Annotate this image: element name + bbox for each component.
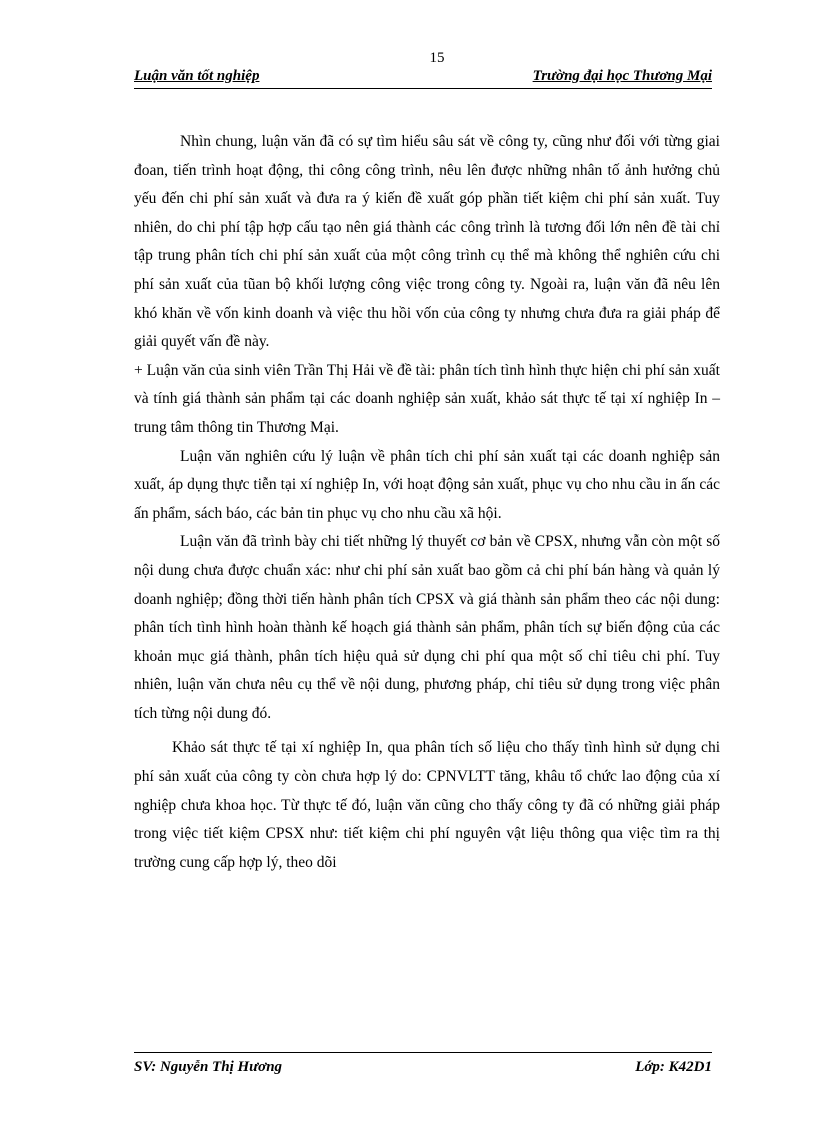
page-number: 15: [429, 50, 445, 66]
page-header: [134, 66, 712, 89]
paragraph: Luận văn nghiên cứu lý luận về phân tích chi phí sản xuất tại các doanh nghiệp sản xuất, áp dụng thực tiễn tại xí nghiệp In, với hoạt động sản xuất, phục vụ cho nhu cầu in ấn các ấn phẩm, sách báo, các bản tin phục vụ cho nhu cầu xã hội.: [134, 447, 720, 522]
paragraph: + Luận văn của sinh viên Trần Thị Hải về đề tài: phân tích tình hình thực hiện chi phí sản xuất và tính giá thành sản phẩm tại các doanh nghiệp sản xuất, khảo sát thực tế tại xí nghiệp In – trung tâm thông tin Thương Mại.: [134, 361, 720, 436]
paragraph: Luận văn đã trình bày chi tiết những lý thuyết cơ bản về CPSX, nhưng vẫn còn một số nội dung chưa được chuẩn xác: như chi phí sản xuất bao gồm cả chi phí bán hàng và quản lý doanh nghiệp; đồng thời tiến hành phân tích CPSX và giá thành sản phẩm theo các nội dung: phân tích tình hình hoàn thành kế hoạch giá thành sản phẩm, phân tích sự biến động của các khoản mục giá thành, phân tích hiệu quả sử dụng chi phí qua một số chỉ tiêu chi phí. Tuy nhiên, luận văn chưa nêu cụ thể về nội dung, phương pháp, chỉ tiêu sử dụng trong việc phân tích từng nội dung đó.: [134, 533, 720, 722]
paragraph: Khảo sát thực tế tại xí nghiệp In, qua phân tích số liệu cho thấy tình hình sử dụng chi phí sản xuất của công ty còn chưa hợp lý do: CPNVLTT tăng, khâu tổ chức lao động của xí nghiệp chưa khoa học. Từ thực tế đó, luận văn cũng cho thấy công ty đã có những giải pháp trong việc tiết kiệm CPSX như: tiết kiệm chi phí nguyên vật liệu thông qua việc tìm ra thị trường cung cấp hợp lý, theo dõi: [134, 739, 720, 871]
page-footer: [134, 1052, 712, 1081]
document-body: [134, 128, 720, 877]
paragraph: Nhìn chung, luận văn đã có sự tìm hiểu sâu sát về công ty, cũng như đối với từng giai đoan, tiến trình hoạt động, thi công công trình, nêu lên được những nhân tố ảnh hưởng chủ yếu đến chi phí sản xuất và đưa ra ý kiến đề xuất góp phần tiết kiệm chi phí sản xuất. Tuy nhiên, do chi phí tập hợp cấu tạo nên giá thành các công trình là tương đối lớn nên đề tài chỉ tập trung phân tích chi phí sản xuất của một công trình cụ thể mà không thể nghiên cứu chi phí sản xuất của tũan bộ khối lượng công việc trong công ty. Ngoài ra, luận văn đã nêu lên khó khăn về vốn kinh doanh và việc thu hồi vốn của công ty nhưng chưa đưa ra giải pháp để giải quyết vấn đề này.: [134, 133, 720, 351]
footer-class: Lớp: K42D1: [635, 1059, 712, 1075]
header-thesis-title: Luận văn tốt nghiệp: [134, 68, 260, 84]
footer-student-name: SV: Nguyễn Thị Hương: [134, 1059, 283, 1075]
header-university: Trường đại học Thương Mại: [532, 68, 712, 84]
